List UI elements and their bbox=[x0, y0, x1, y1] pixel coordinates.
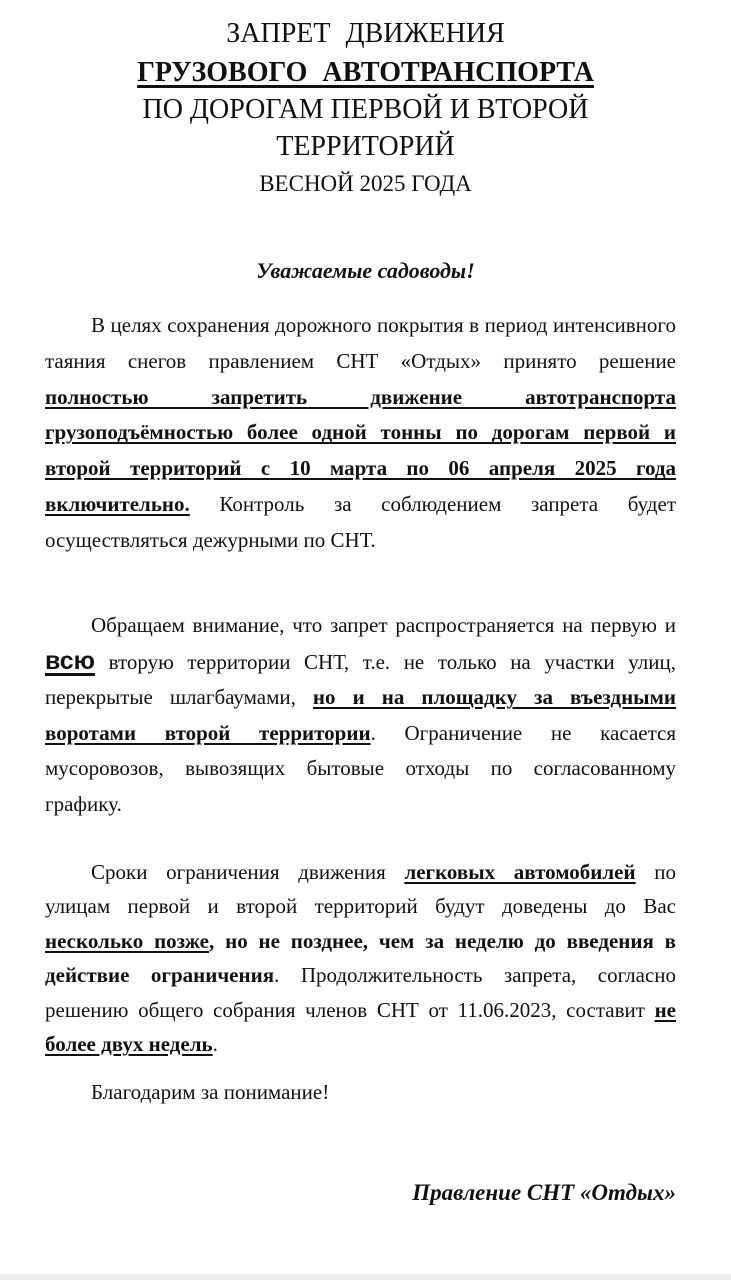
paragraph-2-text-a: Обращаем внимание, что запрет распространяется на первую и bbox=[91, 613, 676, 637]
paragraph-2-text-c: . Ограничение не касается мусоровозов, вывозящих бытовые отходы по согласованному графику. bbox=[45, 720, 676, 816]
paragraph-3-emphasis-duration: не более двух недель bbox=[45, 997, 676, 1057]
paragraph-2 bbox=[45, 608, 676, 822]
title-line-2: ГРУЗОВОГО АВТОТРАНСПОРТА bbox=[137, 57, 594, 88]
paragraph-3-text-b: по улицам первой и второй территорий будут доведены до Вас bbox=[45, 860, 676, 919]
title-line-3: ПО ДОРОГАМ ПЕРВОЙ И ВТОРОЙ bbox=[142, 94, 589, 125]
closing-text: Благодарим за понимание! bbox=[91, 1080, 330, 1104]
paragraph-1-text-b: Контроль за соблюдением запрета будет осуществляться дежурными по СНТ. bbox=[45, 491, 676, 552]
paragraph-2-emphasis-all: всю bbox=[45, 646, 95, 675]
paragraph-3-emphasis-cars: легковых автомобилей bbox=[404, 860, 636, 884]
closing-line bbox=[45, 1080, 676, 1105]
paragraph-1-emphasis: полностью запретить движение автотранспорта грузоподъёмностью более одной тонны по дорогам первой и второй территорий с 10 марта по 06 апреля 2025 года включительно. bbox=[45, 384, 676, 516]
paragraph-2-emphasis-area: но и на площадку за въездными воротами второй территории bbox=[45, 685, 676, 745]
greeting: Уважаемые садоводы! bbox=[256, 258, 475, 283]
title-line-1: ЗАПРЕТ ДВИЖЕНИЯ bbox=[226, 18, 505, 49]
paragraph-3-text-a: Сроки ограничения движения bbox=[91, 860, 405, 884]
paragraph-3-emphasis-later: несколько позже bbox=[45, 928, 210, 953]
paragraph-3-bold-deadline: , но не позднее, чем за неделю до введения в действие ограничения bbox=[45, 928, 677, 988]
paragraph-2-text-b: вторую территории СНТ, т.е. не только на участки улиц, перекрытые шлагбаумами, bbox=[45, 649, 676, 709]
paragraph-3-text-c: . Продолжительность запрета, согласно решению общего собрания членов СНТ от 11.06.2023, составит bbox=[45, 963, 676, 1022]
title-line-4: ТЕРРИТОРИЙ bbox=[276, 131, 455, 162]
bottom-edge bbox=[0, 1274, 731, 1280]
signature: Правление СНТ «Отдых» bbox=[412, 1180, 676, 1205]
paragraph-1-text-a: В целях сохранения дорожного покрытия в период интенсивного таяния снегов правлением СНТ «Отдых» принято решение bbox=[45, 313, 676, 373]
paragraph-3-text-d: . bbox=[212, 1032, 218, 1057]
paragraph-3 bbox=[45, 855, 676, 1061]
title-line-5: ВЕСНОЙ 2025 ГОДА bbox=[259, 171, 472, 196]
paragraph-1 bbox=[45, 308, 676, 559]
